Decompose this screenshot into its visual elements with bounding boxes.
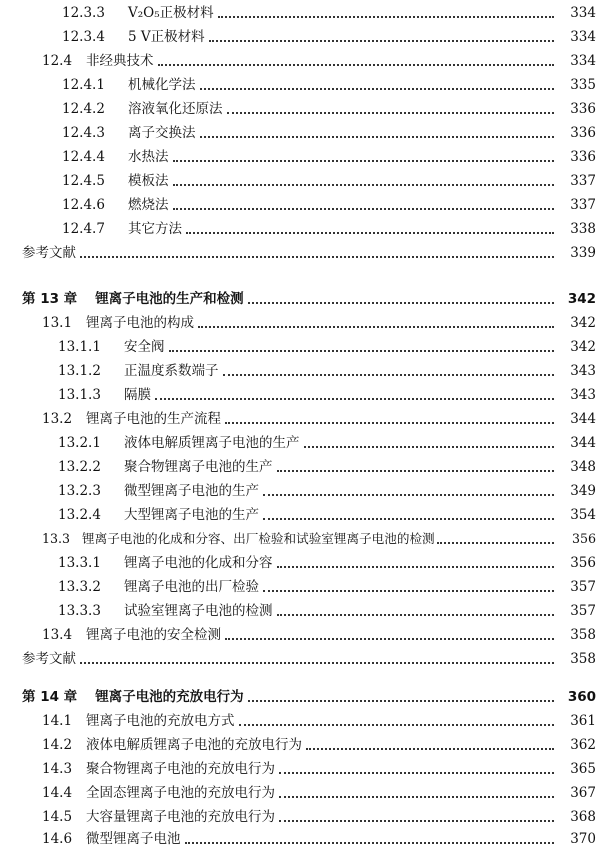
toc-entry xyxy=(0,384,604,406)
section-number: 13.2.2 xyxy=(58,459,101,475)
dot-leader xyxy=(223,374,555,376)
section-title: 模板法 xyxy=(128,173,169,189)
section-number: 13.2.1 xyxy=(58,435,101,451)
toc-entry xyxy=(0,504,604,526)
section-title: 锂离子电池的充放电方式 xyxy=(86,713,235,729)
toc-entry xyxy=(0,806,604,828)
page-number: 349 xyxy=(570,483,596,499)
dot-leader xyxy=(218,16,554,18)
page-number: 362 xyxy=(570,737,596,753)
dot-leader xyxy=(227,112,555,114)
toc-entry xyxy=(0,336,604,358)
dot-leader xyxy=(279,772,554,774)
section-title: 机械化学法 xyxy=(128,77,196,93)
section-number: 13.1.2 xyxy=(58,363,101,379)
section-title: V₂O₅正极材料 xyxy=(128,5,214,21)
page-number: 336 xyxy=(570,149,596,165)
dot-leader xyxy=(185,842,555,844)
dot-leader xyxy=(225,422,554,424)
toc-entry xyxy=(0,710,604,732)
page-number: 357 xyxy=(570,579,596,595)
section-number: 12.4.5 xyxy=(62,173,105,189)
dot-leader xyxy=(80,256,554,258)
page-number: 357 xyxy=(570,603,596,619)
section-number: 12.3.3 xyxy=(62,5,105,21)
page-number: 367 xyxy=(570,785,596,801)
toc-entry xyxy=(0,758,604,780)
section-number: 13.2.3 xyxy=(58,483,101,499)
page-number: 370 xyxy=(570,831,596,847)
dot-leader xyxy=(277,614,555,616)
page-number: 344 xyxy=(570,435,596,451)
toc-entry xyxy=(0,648,604,670)
toc-entry xyxy=(0,98,604,120)
chapter-title: 锂离子电池的充放电行为 xyxy=(95,689,244,705)
dot-leader xyxy=(225,638,554,640)
section-number: 14.4 xyxy=(42,785,73,801)
toc-entry xyxy=(0,408,604,430)
section-title: 试验室锂离子电池的检测 xyxy=(124,603,273,619)
page-number: 358 xyxy=(570,627,596,643)
page-number: 344 xyxy=(570,411,596,427)
section-title: 正温度系数端子 xyxy=(124,363,219,379)
dot-leader xyxy=(279,796,554,798)
page-number: 339 xyxy=(570,245,596,261)
page-number: 348 xyxy=(570,459,596,475)
dot-leader xyxy=(200,136,555,138)
toc-entry xyxy=(0,170,604,192)
chapter-title: 锂离子电池的生产和检测 xyxy=(95,291,244,307)
section-title: 微型锂离子电池的生产 xyxy=(124,483,259,499)
section-title: 聚合物锂离子电池的生产 xyxy=(124,459,273,475)
section-title: 大容量锂离子电池的充放电行为 xyxy=(86,809,275,825)
dot-leader xyxy=(304,446,555,448)
section-title: 水热法 xyxy=(128,149,169,165)
section-number: 12.4.1 xyxy=(62,77,105,93)
section-title: 微型锂离子电池 xyxy=(86,831,181,847)
section-title: 燃烧法 xyxy=(128,197,169,213)
section-number: 14.5 xyxy=(42,809,73,825)
dot-leader xyxy=(263,590,554,592)
section-title: 参考文献 xyxy=(22,245,76,261)
page-number: 336 xyxy=(570,125,596,141)
dot-leader xyxy=(209,40,554,42)
chapter-number: 第 14 章 xyxy=(22,689,78,705)
section-number: 12.3.4 xyxy=(62,29,105,45)
section-number: 14.3 xyxy=(42,761,73,777)
toc-entry xyxy=(0,146,604,168)
toc-entry xyxy=(0,782,604,804)
section-number: 13.1 xyxy=(42,315,73,331)
dot-leader xyxy=(263,518,554,520)
section-title: 其它方法 xyxy=(128,221,182,237)
page-number: 361 xyxy=(570,713,596,729)
dot-leader xyxy=(200,88,555,90)
dot-leader xyxy=(248,700,554,702)
dot-leader xyxy=(169,350,555,352)
section-number: 13.1.1 xyxy=(58,339,101,355)
section-title: 参考文献 xyxy=(22,651,76,667)
page-number: 342 xyxy=(570,315,596,331)
section-title: 大型锂离子电池的生产 xyxy=(124,507,259,523)
page-number: 334 xyxy=(570,53,596,69)
page-number: 368 xyxy=(570,809,596,825)
section-number: 13.3.1 xyxy=(58,555,101,571)
dot-leader xyxy=(155,398,554,400)
section-title: 5 V正极材料 xyxy=(128,29,205,45)
section-title: 隔膜 xyxy=(124,387,151,403)
toc-entry xyxy=(0,528,604,550)
dot-leader xyxy=(158,64,555,66)
toc-entry xyxy=(0,26,604,48)
dot-leader xyxy=(277,566,555,568)
toc-entry xyxy=(0,218,604,240)
page-number: 358 xyxy=(570,651,596,667)
toc-entry xyxy=(0,624,604,646)
section-title: 锂离子电池的安全检测 xyxy=(86,627,221,643)
section-number: 13.2 xyxy=(42,411,73,427)
page-number: 343 xyxy=(570,387,596,403)
page-number: 336 xyxy=(570,101,596,117)
toc-entry xyxy=(0,734,604,756)
toc-entry xyxy=(0,828,604,850)
section-number: 12.4.7 xyxy=(62,221,105,237)
section-number: 12.4.3 xyxy=(62,125,105,141)
toc-entry xyxy=(0,74,604,96)
toc-entry xyxy=(0,194,604,216)
dot-leader xyxy=(263,494,554,496)
chapter-number: 第 13 章 xyxy=(22,291,78,307)
toc-entry xyxy=(0,50,604,72)
page-number: 356 xyxy=(570,555,596,571)
page-number: 356 xyxy=(571,531,596,546)
toc-entry xyxy=(0,432,604,454)
section-title: 锂离子电池的生产流程 xyxy=(86,411,221,427)
section-title: 液体电解质锂离子电池的充放电行为 xyxy=(86,737,302,753)
section-title: 全固态锂离子电池的充放电行为 xyxy=(86,785,275,801)
page-number: 342 xyxy=(567,291,596,307)
section-number: 14.2 xyxy=(42,737,73,753)
page-number: 342 xyxy=(570,339,596,355)
dot-leader xyxy=(186,232,554,234)
toc-chapter-entry xyxy=(0,288,604,310)
toc-entry xyxy=(0,122,604,144)
dot-leader xyxy=(80,662,554,664)
toc-entry xyxy=(0,312,604,334)
dot-leader xyxy=(437,542,554,544)
section-number: 13.3 xyxy=(42,531,71,546)
section-title: 锂离子电池的化成和分容、出厂检验和试验室锂离子电池的检测 xyxy=(82,531,435,546)
section-number: 13.4 xyxy=(42,627,73,643)
section-title: 安全阀 xyxy=(124,339,165,355)
section-title: 离子交换法 xyxy=(128,125,196,141)
section-number: 12.4 xyxy=(42,53,73,69)
page-number: 337 xyxy=(570,173,596,189)
section-number: 12.4.6 xyxy=(62,197,105,213)
page-number: 354 xyxy=(570,507,596,523)
page-number: 343 xyxy=(570,363,596,379)
toc-entry xyxy=(0,360,604,382)
toc-entry xyxy=(0,600,604,622)
section-title: 聚合物锂离子电池的充放电行为 xyxy=(86,761,275,777)
toc-chapter-entry xyxy=(0,686,604,708)
toc-entry xyxy=(0,242,604,264)
section-number: 12.4.4 xyxy=(62,149,105,165)
section-title: 锂离子电池的出厂检验 xyxy=(124,579,259,595)
section-title: 锂离子电池的化成和分容 xyxy=(124,555,273,571)
toc-entry xyxy=(0,576,604,598)
section-number: 13.3.3 xyxy=(58,603,101,619)
page-number: 337 xyxy=(570,197,596,213)
dot-leader xyxy=(198,326,554,328)
toc-entry xyxy=(0,2,604,24)
page-number: 334 xyxy=(570,5,596,21)
section-title: 溶液氧化还原法 xyxy=(128,101,223,117)
section-number: 12.4.2 xyxy=(62,101,105,117)
section-number: 14.1 xyxy=(42,713,73,729)
dot-leader xyxy=(173,208,555,210)
toc-entry xyxy=(0,456,604,478)
page-number: 365 xyxy=(570,761,596,777)
dot-leader xyxy=(279,820,554,822)
dot-leader xyxy=(173,160,555,162)
toc-entry xyxy=(0,480,604,502)
page-number: 360 xyxy=(567,689,596,705)
section-number: 13.2.4 xyxy=(58,507,101,523)
dot-leader xyxy=(306,748,554,750)
dot-leader xyxy=(277,470,555,472)
section-title: 液体电解质锂离子电池的生产 xyxy=(124,435,300,451)
page-number: 334 xyxy=(570,29,596,45)
section-number: 14.6 xyxy=(42,831,73,847)
page-number: 338 xyxy=(570,221,596,237)
dot-leader xyxy=(173,184,555,186)
dot-leader xyxy=(248,302,554,304)
section-number: 13.3.2 xyxy=(58,579,101,595)
dot-leader xyxy=(239,724,555,726)
page-number: 335 xyxy=(570,77,596,93)
section-title: 锂离子电池的构成 xyxy=(86,315,194,331)
section-number: 13.1.3 xyxy=(58,387,101,403)
toc-entry xyxy=(0,552,604,574)
section-title: 非经典技术 xyxy=(86,53,154,69)
